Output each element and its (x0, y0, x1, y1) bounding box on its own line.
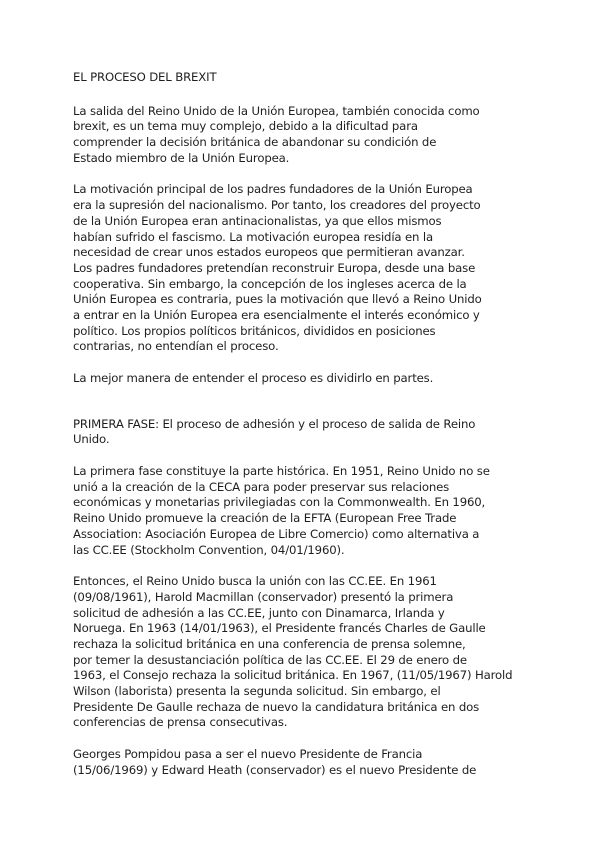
text-line: Estado miembro de la Unión Europea. (73, 150, 290, 165)
text-line: Noruega. En 1963 (14/01/1963), el Presidente francés Charles de Gaulle (73, 621, 486, 636)
text-line: Unido. (73, 432, 110, 447)
motivation-paragraph (73, 182, 533, 355)
text-line: las CC.EE (Stockholm Convention, 04/01/1960). (73, 542, 345, 557)
text-line: La motivación principal de los padres fundadores de la Unión Europea (73, 182, 473, 197)
text-line: económicas y monetarias privilegiadas con la Commonwealth. En 1960, (73, 495, 486, 510)
text-line: Entonces, el Reino Unido busca la unión con las CC.EE. En 1961 (73, 574, 437, 589)
text-line: político. Los propios políticos británicos, divididos en posiciones (73, 323, 436, 338)
text-line: brexit, es un tema muy complejo, debido a la dificultad para (73, 119, 418, 134)
text-line: Presidente De Gaulle rechaza de nuevo la candidatura británica en dos (73, 699, 480, 714)
method-paragraph (73, 371, 533, 387)
text-line: (09/08/1961), Harold Macmillan (conservador) presentó la primera (73, 589, 454, 604)
document-title: EL PROCESO DEL BREXIT (73, 70, 217, 84)
text-line: (15/06/1969) y Edward Heath (conservador) es el nuevo Presidente de (73, 762, 477, 777)
text-line: contrarias, no entendían el proceso. (73, 339, 279, 354)
text-line: solicitud de adhesión a las CC.EE, junto con Dinamarca, Irlanda y (73, 605, 445, 620)
applications-paragraph (73, 574, 533, 731)
text-line: era la supresión del nacionalismo. Por tanto, los creadores del proyecto (73, 198, 481, 213)
text-line: cooperativa. Sin embargo, la concepción de los ingleses acerca de la (73, 276, 467, 291)
text-line: Unión Europea es contraria, pues la motivación que llevó a Reino Unido (73, 292, 482, 307)
intro-paragraph (73, 104, 533, 167)
text-line: conferencias de prensa consecutivas. (73, 715, 288, 730)
text-line: Wilson (laborista) presenta la segunda solicitud. Sin embargo, el (73, 684, 441, 698)
text-line: necesidad de crear unos estados europeos que permitieran avanzar. (73, 245, 465, 260)
text-line: de la Unión Europea eran antinacionalistas, ya que ellos mismos (73, 213, 442, 228)
document-body (73, 70, 533, 778)
text-line: La primera fase constituye la parte histórica. En 1951, Reino Unido no se (73, 464, 490, 479)
text-line: Reino Unido promueve la creación de la EFTA (European Free Trade (73, 511, 457, 526)
text-line: unió a la creación de la CECA para poder preservar sus relaciones (73, 479, 450, 494)
text-line: habían sufrido el fascismo. La motivación europea residía en la (73, 229, 433, 244)
text-line: PRIMERA FASE: El proceso de adhesión y el proceso de salida de Reino (73, 416, 476, 431)
section-heading (73, 417, 533, 448)
text-line: La mejor manera de entender el proceso es dividirlo en partes. (73, 371, 434, 385)
text-line: Georges Pompidou pasa a ser el nuevo Presidente de Francia (73, 747, 423, 762)
pompidou-paragraph (73, 747, 533, 778)
history-paragraph (73, 464, 533, 558)
text-line: Los padres fundadores pretendían reconstruir Europa, desde una base (73, 260, 476, 275)
text-line: comprender la decisión británica de abandonar su condición de (73, 135, 437, 150)
text-line: por temer la desustanciación política de las CC.EE. El 29 de enero de (73, 652, 467, 667)
text-line: a entrar en la Unión Europea era esencialmente el interés económico y (73, 307, 480, 322)
text-line: La salida del Reino Unido de la Unión Europea, también conocida como (73, 103, 480, 118)
text-line: Association: Asociación Europea de Libre Comercio) como alternativa a (73, 526, 480, 541)
text-line: rechaza la solicitud británica en una conferencia de prensa solemne, (73, 636, 466, 651)
text-line: 1963, el Consejo rechaza la solicitud británica. En 1967, (11/05/1967) Harold (73, 668, 513, 683)
